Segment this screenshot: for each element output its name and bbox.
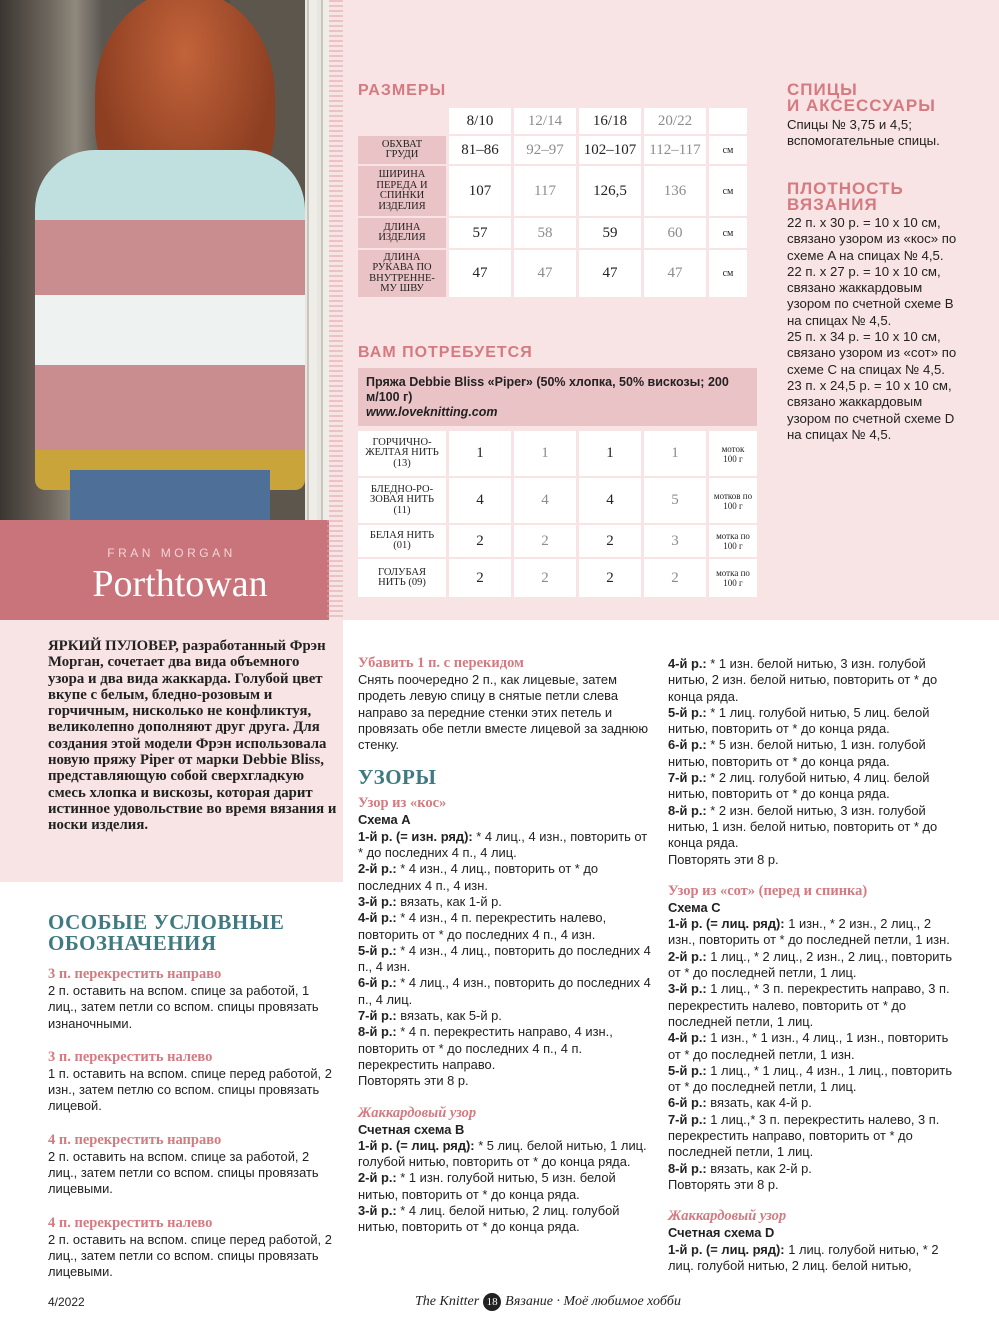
abbrev-text: 1 п. оставить на вспом. спице перед работой, 2 изн., затем петлю со вспом. спицы провязать лицевой. — [48, 1065, 332, 1114]
row-number: 5-й р.: — [668, 1062, 707, 1078]
jacquard-scheme: Счетная схема B — [358, 1121, 465, 1137]
page-footer — [415, 1293, 681, 1311]
size-value: 58 — [514, 218, 576, 248]
yarn-value: 2 — [449, 559, 511, 597]
row-number: 2-й р.: — [358, 861, 397, 877]
yarn-value: 4 — [449, 478, 511, 523]
row-number: 1-й р. (= лиц. ряд): — [668, 1241, 785, 1257]
honeycomb-scheme: Схема C — [668, 899, 721, 915]
pattern-row — [358, 910, 653, 943]
row-text: * 5 лиц. белой нитью, 1 лиц. голубой нитью, повторить от * до конца ряда. — [358, 1137, 647, 1170]
row-text: 1 лиц., * 2 лиц., 2 изн., 2 лиц., повторить от * до последней петли, 1 лиц. — [668, 948, 953, 981]
size-value: 60 — [644, 218, 706, 248]
row-number: 2-й р.: — [668, 948, 707, 964]
size-unit: см — [709, 136, 747, 164]
patterns-heading: УЗОРЫ — [358, 765, 437, 790]
honeycomb-title: Узор из «сот» (перед и спинка) — [668, 882, 868, 899]
pattern-row — [668, 803, 960, 852]
row-number: 7-й р.: — [668, 1111, 707, 1127]
pattern-row — [358, 1170, 653, 1203]
size-value: 47 — [644, 250, 706, 297]
magazine-name: The Knitter — [415, 1294, 480, 1309]
size-row-label: ОБХВАТ ГРУДИ — [358, 136, 446, 164]
yarn-row-label: ГОЛУБАЯ НИТЬ (09) — [358, 559, 446, 597]
row-text: * 1 изн. голубой нитью, 5 изн. белой нитью, повторить от * до конца ряда. — [358, 1170, 616, 1202]
pattern-row — [668, 1095, 960, 1111]
row-number: 4-й р.: — [668, 1030, 707, 1046]
pattern-row — [358, 1203, 653, 1236]
magazine-tagline: Вязание · Моё любимое хобби — [505, 1294, 681, 1309]
row-text: * 4 п. перекрестить направо, 4 изн., повторить от * до последних 4 п., 4 п. перекрестить направо. — [358, 1024, 613, 1072]
materials-heading: ВАМ ПОТРЕБУЕТСЯ — [358, 344, 533, 361]
pattern-row — [668, 916, 960, 949]
yarn-value: 5 — [644, 478, 706, 523]
yarn-value: 1 — [449, 431, 511, 476]
size-unit: см — [709, 218, 747, 248]
row-text: * 4 лиц. белой нитью, 2 лиц. голубой нитью, повторить от * до конца ряда. — [358, 1203, 620, 1235]
issue-number: 4/2022 — [48, 1295, 85, 1309]
pattern-row — [668, 981, 960, 1030]
decrease-title: Убавить 1 п. с перекидом — [358, 655, 524, 671]
repeat-note: Повторять эти 8 р. — [668, 1176, 779, 1192]
intro-lead: ЯРКИЙ ПУЛОВЕР — [48, 638, 176, 654]
pattern-row — [668, 770, 960, 803]
zip-divider — [329, 0, 343, 620]
row-text: вязать, как 2-й р. — [706, 1160, 812, 1176]
cables-title: Узор из «кос» — [358, 795, 447, 812]
pattern-row — [668, 949, 960, 982]
pattern-row — [358, 861, 653, 894]
row-number: 4-й р.: — [358, 910, 397, 926]
size-row-label: ДЛИНА РУКАВА ПО ВНУТРЕННЕ-МУ ШВУ — [358, 250, 446, 297]
pattern-title: Porthtowan — [92, 563, 268, 605]
row-text: 1 изн., * 1 изн., 4 лиц., 1 изн., повторить от * до последней петли, 1 изн. — [668, 1030, 949, 1062]
abbrev-heading — [48, 912, 284, 954]
row-number: 2-й р.: — [358, 1170, 397, 1186]
intro-text — [48, 638, 338, 834]
photo-sweater — [35, 150, 305, 490]
yarn-value: 1 — [644, 431, 706, 476]
size-value: 47 — [449, 250, 511, 297]
page-number: 18 — [483, 1293, 501, 1311]
yarn-value: 2 — [449, 525, 511, 557]
pattern-row — [668, 1063, 960, 1096]
size-value: 136 — [644, 166, 706, 216]
yarn-row-label: ГОРЧИЧНО-ЖЕЛТАЯ НИТЬ (13) — [358, 431, 446, 476]
size-unit: см — [709, 166, 747, 216]
row-text: * 4 лиц., 4 изн., повторить от * до последних 4 п., 4 лиц. — [358, 828, 648, 861]
abbrev-text: 2 п. оставить на вспом. спице за работой, 1 лиц., затем петли со вспом. спицы провязать изнаночными. — [48, 983, 319, 1031]
needles-heading-line-1: СПИЦЫ — [787, 80, 858, 99]
yarn-description: Пряжа Debbie Bliss «Piper» (50% хлопка, 50% вискозы; 200 м/100 г) — [366, 375, 729, 404]
pattern-row — [358, 1008, 653, 1024]
pattern-row — [358, 894, 653, 910]
abbrev-title: 3 п. перекрестить налево — [48, 1048, 213, 1065]
yarn-row-label: БЛЕДНО-РО-ЗОВАЯ НИТЬ (11) — [358, 478, 446, 523]
column-3 — [668, 656, 960, 1274]
gauge-heading: ПЛОТНОСТЬ ВЯЗАНИЯ — [787, 179, 904, 214]
size-value: 102–107 — [579, 136, 641, 164]
row-number: 5-й р.: — [668, 704, 707, 720]
gauge-list — [787, 215, 967, 443]
yarn-value: 2 — [514, 559, 576, 597]
abbrev-title: 3 п. перекрестить направо — [48, 966, 222, 982]
abbrev-list — [48, 965, 333, 1281]
row-number: 7-й р.: — [668, 770, 707, 786]
sizes-heading: РАЗМЕРЫ — [358, 82, 447, 99]
abbrev-heading-line-2: ОБОЗНАЧЕНИЯ — [48, 931, 217, 955]
size-row-label: ШИРИНА ПЕРЕДА И СПИНКИ ИЗДЕЛИЯ — [358, 166, 446, 216]
yarn-value: 2 — [579, 559, 641, 597]
jacquard-title: Жаккардовый узор — [358, 1104, 477, 1121]
pattern-row — [668, 1030, 960, 1063]
size-value: 59 — [579, 218, 641, 248]
gauge-item: 22 п. х 27 р. = 10 х 10 см, связано жаккардовым узором по счетной схеме B на спицах № 4,5. — [787, 263, 954, 328]
yarn-unit: моток 100 г — [709, 431, 757, 476]
repeat-note: Повторять эти 8 р. — [358, 1073, 469, 1089]
size-col-unit — [709, 108, 747, 134]
designer-name: FRAN MORGAN — [107, 546, 236, 560]
row-text: 1 лиц., * 1 лиц., 4 изн., 1 лиц., повторить от * до последней петли, 1 лиц. — [668, 1062, 953, 1095]
size-col-2: 12/14 — [514, 108, 576, 134]
column-2 — [358, 654, 653, 1236]
row-number: 4-й р.: — [668, 656, 707, 671]
size-col-3: 16/18 — [579, 108, 641, 134]
yarn-url: www.loveknitting.com — [366, 405, 498, 419]
row-number: 8-й р.: — [358, 1024, 397, 1040]
jacquard-2-title: Жаккардовый узор — [668, 1208, 787, 1225]
row-text: * 2 лиц. голубой нитью, 4 лиц. белой нитью, повторить от * до конца ряда. — [668, 770, 930, 802]
row-text: 1 лиц., * 3 п. перекрестить направо, 3 п. перекрестить налево, повторить от * до последней петли, 1 лиц. — [668, 981, 950, 1029]
row-number: 1-й р. (= лиц. ряд): — [358, 1137, 475, 1153]
size-value: 92–97 — [514, 136, 576, 164]
abbrev-heading-line-1: ОСОБЫЕ УСЛОВНЫЕ — [48, 910, 285, 934]
row-text: * 4 лиц., 4 изн., повторить до последних 4 п., 4 лиц. — [358, 975, 651, 1007]
size-value: 117 — [514, 166, 576, 216]
cables-scheme: Схема A — [358, 812, 411, 828]
row-number: 3-й р.: — [358, 1203, 397, 1219]
decrease-text: Снять поочередно 2 п., как лицевые, затем продеть левую спицу в снятые петли слева направо за передние стенки этих петель и провязать обе петли вместе лицевой за заднюю стенку. — [358, 672, 648, 753]
yarn-unit: мотка по 100 г — [709, 525, 757, 557]
yarn-value: 4 — [579, 478, 641, 523]
needles-heading — [787, 82, 936, 114]
size-value: 107 — [449, 166, 511, 216]
row-text: * 1 изн. белой нитью, 3 изн. голубой нитью, 2 изн. белой нитью, повторить от * до конца ряда. — [668, 656, 938, 704]
yarn-info — [358, 368, 757, 426]
yarn-row-label: БЕЛАЯ НИТЬ (01) — [358, 525, 446, 557]
row-text: * 5 изн. белой нитью, 1 изн. голубой нитью, повторить от * до конца ряда. — [668, 737, 926, 769]
row-text: * 1 лиц. голубой нитью, 5 лиц. белой нитью, повторить от * до конца ряда. — [668, 704, 930, 737]
needles-heading-line-2: И АКСЕССУАРЫ — [787, 96, 936, 115]
row-text: вязать, как 5-й р. — [396, 1008, 502, 1024]
row-text: вязать, как 4-й р. — [706, 1095, 812, 1111]
size-value: 47 — [514, 250, 576, 297]
abbrev-text: 2 п. оставить на вспом. спице за работой, 2 лиц., затем петли со вспом. спицы провязать лицевыми. — [48, 1148, 319, 1197]
row-text: * 4 изн., 4 п. перекрестить налево, повторить от * до последних 4 п., 4 изн. — [358, 910, 607, 942]
row-number: 6-й р.: — [358, 975, 397, 991]
row-text: * 2 изн. белой нитью, 3 изн. голубой нитью, 1 изн. белой нитью, повторить от * до конца ряда. — [668, 802, 938, 851]
row-number: 3-й р.: — [668, 981, 707, 997]
sweater-photo — [0, 0, 343, 520]
yarn-unit: мотков по 100 г — [709, 478, 757, 523]
pattern-row — [358, 1024, 653, 1073]
pattern-row — [358, 943, 653, 976]
pattern-row — [668, 656, 960, 705]
row-number: 5-й р.: — [358, 942, 397, 958]
yarn-value: 2 — [644, 559, 706, 597]
row-number: 8-й р.: — [668, 802, 707, 818]
row-number: 8-й р.: — [668, 1160, 707, 1176]
needles-text: Спицы № 3,75 и 4,5; вспомогательные спицы. — [787, 117, 940, 149]
abbrev-title: 4 п. перекрестить налево — [48, 1214, 213, 1231]
pattern-row — [668, 1112, 960, 1161]
row-text: 1 лиц.,* 3 п. перекрестить налево, 3 п. перекрестить направо, повторить от * до последней петли, 1 лиц. — [668, 1111, 940, 1160]
row-number: 3-й р.: — [358, 893, 397, 909]
yarn-value: 1 — [579, 431, 641, 476]
size-col-1: 8/10 — [449, 108, 511, 134]
yarn-value: 2 — [514, 525, 576, 557]
size-unit: см — [709, 250, 747, 297]
abbrev-title: 4 п. перекрестить направо — [48, 1131, 222, 1148]
row-number: 1-й р. (= изн. ряд): — [358, 828, 473, 844]
gauge-item: 22 п. х 30 р. = 10 х 10 см, связано узором из «кос» по схеме A на спицах № 4,5. — [787, 215, 957, 263]
intro-body: , разработанный Фрэн Морган, сочетает два вида объемного узора и два вида жаккарда. Голубой цвет вкупе с белым, бледно-розовым и горчичным, нисколько не конфликтуя, великолепно дополняют друг друга. Для создания этой модели Фрэн использовала новую пряжу Piper от марки Debbie Bliss, представляющую собой сверхгладкую смесь хлопка и вискозы, которая дарит истинное удовольствие во время вязания и носки изделия. — [48, 638, 337, 834]
yarn-value: 1 — [514, 431, 576, 476]
row-text: * 4 изн., 4 лиц., повторить до последних 4 п., 4 изн. — [358, 942, 651, 975]
photo-jeans — [70, 470, 270, 520]
row-number: 6-й р.: — [668, 737, 707, 753]
pattern-row — [668, 1161, 960, 1177]
size-value: 57 — [449, 218, 511, 248]
yarn-value: 4 — [514, 478, 576, 523]
size-value: 112–117 — [644, 136, 706, 164]
row-number: 6-й р.: — [668, 1095, 707, 1111]
size-value: 47 — [579, 250, 641, 297]
size-value: 81–86 — [449, 136, 511, 164]
row-text: 1 изн., * 2 изн., 2 лиц., 2 изн., повторить от * до последней петли, 1 изн. — [668, 916, 950, 948]
jacquard-2-scheme: Счетная схема D — [668, 1225, 775, 1241]
row-text: * 4 изн., 4 лиц., повторить от * до последних 4 п., 4 изн. — [358, 861, 599, 893]
yarn-unit: мотка по 100 г — [709, 559, 757, 597]
yarn-value: 3 — [644, 525, 706, 557]
repeat-note: Повторять эти 8 р. — [668, 851, 779, 867]
row-text: вязать, как 1-й р. — [396, 893, 502, 909]
size-row-label: ДЛИНА ИЗДЕЛИЯ — [358, 218, 446, 248]
row-text: 1 лиц. голубой нитью, * 2 лиц. голубой нитью, 2 лиц. белой нитью, — [668, 1241, 939, 1273]
gauge-item: 25 п. х 34 р. = 10 х 10 см, связано узором из «сот» по схеме C на спицах № 4,5. — [787, 329, 957, 377]
gauge-item: 23 п. х 24,5 р. = 10 х 10 см, связано жаккардовым узором по счетной схеме D на спицах № 4,5. — [787, 377, 955, 442]
row-number: 1-й р. (= лиц. ряд): — [668, 916, 785, 932]
pattern-row — [358, 975, 653, 1008]
row-number: 7-й р.: — [358, 1008, 397, 1024]
abbrev-text: 2 п. оставить на вспом. спице перед работой, 2 лиц., затем петли со вспом. спицы провязать лицевыми. — [48, 1231, 332, 1280]
size-col-4: 20/22 — [644, 108, 706, 134]
pattern-row — [668, 705, 960, 738]
pattern-row — [358, 829, 653, 862]
pattern-row — [668, 1242, 960, 1275]
pattern-row — [668, 737, 960, 770]
yarn-value: 2 — [579, 525, 641, 557]
pattern-row — [358, 1138, 653, 1171]
size-value: 126,5 — [579, 166, 641, 216]
